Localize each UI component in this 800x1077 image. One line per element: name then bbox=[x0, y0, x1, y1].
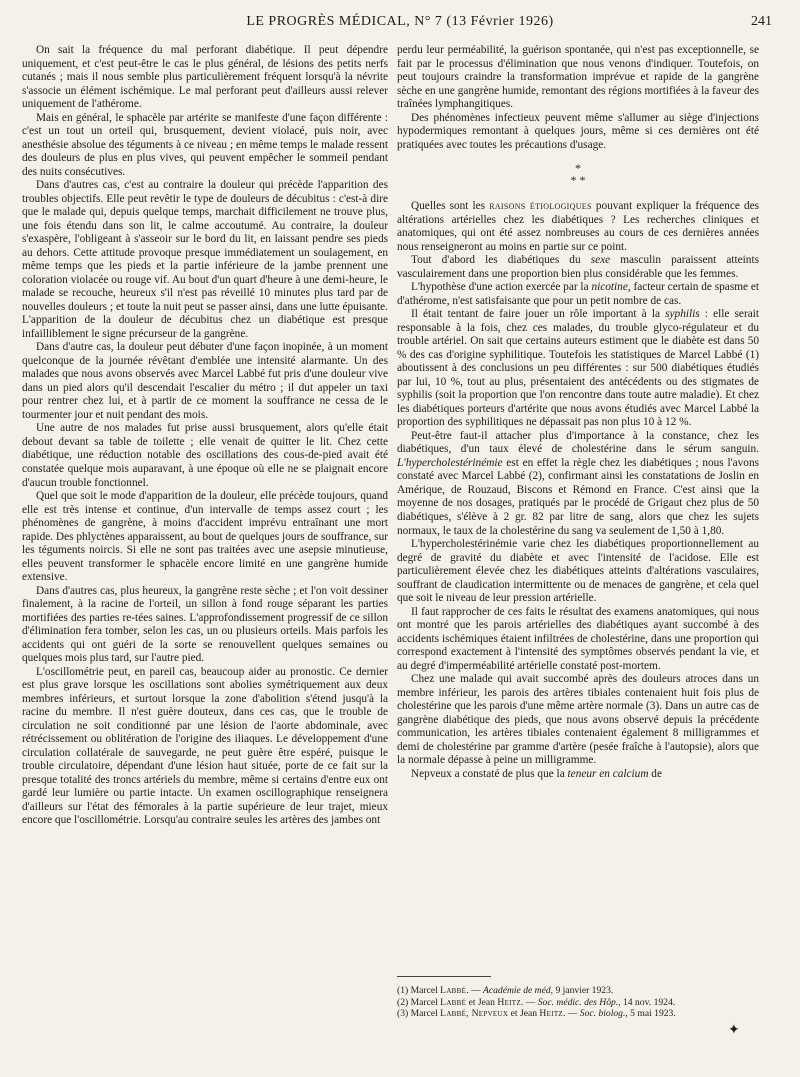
paragraph: Il faut rapprocher de ces faits le résultat des examens anatomiques, qui nous ont montré que les parois artérielles des diabétiques ayant succombé à des accidents ischémiques étaient infiltrées de cholestérine, dans une proportion qui correspond exactement à l'intensité des symptômes observés pendant la vie, et au degré d'imperméabilité artérielle constaté post-mortem. bbox=[397, 605, 759, 672]
asterism-top: * bbox=[575, 161, 581, 176]
paragraph: On sait la fréquence du mal perforant diabétique. Il peut dépendre uniquement, et c'est peut-être le cas le plus général, de lésions des petits nerfs cutanés ; mais il nous semble plus particulièrement fréquent lorsqu'à la névrite s'associe un élément ischémique. Le mal perforant peut d'ailleurs aussi relever uniquement de l'athérome. bbox=[22, 44, 388, 111]
asterism-bottom: * * bbox=[570, 173, 586, 188]
section-separator bbox=[397, 162, 759, 186]
paragraph: L'oscillométrie peut, en pareil cas, beaucoup aider au pronostic. Ce dernier est plus grave lorsque les oscillations sont abolies symétriquement aux deux membres inférieurs, et surtout lorsque la zone d'abolition s'étend jusqu'à la racine du membre. Il n'est guère douteux, dans ces cas, que le trouble de circulation ne soit conditionné par une lésion de l'aorte abdominale, avec rétrécissement ou oblitération de l'origine des iliaques. Le développement d'une circulation collatérale de sauvegarde, ne peut guère être espéré, puisque le trouble circulatoire, dépendant d'une lésion haut située, porte de ce fait sur la presque totalité des troncs artériels du membre, même si certains d'entre eux ont gardé leur lumière ou partie intacte. Un examen oscillographique renseignera d'ailleurs sur l'état des fémorales à la partie supérieure de leur trajet, mieux encore que l'oscillométrie. Lorsqu'au contraire seules les artères des jambes ont bbox=[22, 665, 388, 827]
running-title: LE PROGRÈS MÉDICAL, N° 7 (13 Février 1926) bbox=[246, 14, 554, 29]
paragraph: Une autre de nos malades fut prise aussi brusquement, alors qu'elle était debout devant sa table de toilette ; elle venait de quitter le lit. Chez cette diabétique, une réduction notable des oscillations des cous-de-pied avait été constatée quelque mois auparavant, à une époque où elle ne se plaignait encore d'aucun trouble fonctionnel. bbox=[22, 422, 388, 489]
right-column bbox=[397, 44, 759, 781]
paragraph: Mais en général, le sphacèle par artérite se manifeste d'une façon différente : c'est un tout un orteil qui, brusquement, devient violacé, puis noir, avec anesthésie absolue des téguments à ce niveau ; en même temps le malade ressent des douleurs de plus en plus vives, qui peuvent empêcher le sommeil pendant des nuits consécutives. bbox=[22, 111, 388, 178]
paragraph: Il était tentant de faire jouer un rôle important à la syphilis : elle serait responsable à la fois, chez ces malades, du trouble glyco-régulateur et du trouble artériel. On sait que certains auteurs estiment que le diabète est dans 50 % des cas d'origine syphilitique. Toutefois les statistiques de Marcel Labbé (1) aboutissent à des conclusions un peu différentes : sur 500 diabétiques étudiés par lui, 10 %, tout au plus, présentaient des antécédents ou des stigmates de syphilis (soit la proportion que l'on rencontre dans toute autre maladie). Et chez les diabétiques porteurs d'artérite que nous avons étudiés avec Marcel Labbé la proportion des syphilitiques ne dépassait pas non plus 10 à 12 %. bbox=[397, 308, 759, 429]
paragraph: Dans d'autres cas, plus heureux, la gangrène reste sèche ; et l'on voit dessiner finalement, à la racine de l'orteil, un sillon à fond rouge séparant les parties mortifiées des parties re-tées saines. L'approfondissement progressif de ce sillon d'élimination fera tomber, selon les cas, un ou plusieurs orteils. Mais parfois les accidents qui ont guéri de la sorte se renouvellent quelques semaines ou quelques mois plus tard, sur l'autre pied. bbox=[22, 584, 388, 665]
paragraph: Nepveux a constaté de plus que la teneur en calcium de bbox=[411, 767, 662, 780]
paragraph: Tout d'abord les diabétiques du sexe masculin paraissent atteints vasculairement dans une proportion bien plus considérable que les femmes. bbox=[397, 254, 759, 280]
footnote: (2) Marcel Labbé et Jean Heitz. — Soc. médic. des Hôp., 14 nov. 1924. bbox=[397, 996, 676, 1008]
paragraph: Des phénomènes infectieux peuvent même s'allumer au siège d'injections hypodermiques remontant à quelques jours, même si ces dernières ont été pratiquées avec toutes les précautions d'usage. bbox=[397, 111, 759, 151]
page-number: 241 bbox=[751, 14, 772, 29]
paragraph: Chez une malade qui avait succombé après des douleurs atroces dans un membre inférieur, les parois des artères tibiales contenaient huit fois plus de cholestérine que les parois d'une même artère normale (3). Dans un autre cas de gangrène diabétique des pieds, que nous avons observé depuis la précédente communication, les artères tibiales contenaient également 8 milligrammes et demi de cholestérine par gramme d'artère (pesée fraîche à l'autopsie), alors que la normale dépasse à peine un milligramme. bbox=[397, 673, 759, 767]
paragraph: Quelles sont les raisons étiologiques pouvant expliquer la fréquence des altérations artérielles chez les diabétiques ? Les recherches cliniques et anatomiques, qui ont été assez nombreuses au cours de ces dernières années nous renseigneront au moins en partie sur ce point. bbox=[397, 200, 760, 253]
page-header bbox=[0, 14, 800, 34]
paragraph: Dans d'autres cas, c'est au contraire la douleur qui précède l'apparition des troubles objectifs. Elle peut revêtir le type de douleurs de décubitus : c'est-à dire que le malade qui, depuis quelque temps, marchait difficilement ne trouve plus, une fois étendu dans son lit, le calme accoutumé. Au contraire, la douleur s'exaspère, l'obligeant à s'asseoir sur le bord du lit, en laissant pendre ses pieds au dehors. Cette attitude provoque presque immédiatement un soulagement, en même temps que les pieds et la partie inférieure de la jambe prennent une coloration violacée ou rouge vif. Au bout d'un quart d'heure à une demi-heure, le malade se recouche, heureux s'il n'est pas réveillé 10 minutes plus tard par de nouvelles douleurs ; et toute la nuit peut se passer ainsi, dans une lutte épuisante. L'apparition de la douleur de décubitus chez un diabétique est presque infailliblement le signe précurseur de la gangrène. bbox=[22, 179, 388, 340]
footnote: (1) Marcel Labbé. — Académie de méd, 9 janvier 1923. bbox=[397, 985, 614, 996]
ornament-icon: ✦ bbox=[728, 1023, 740, 1038]
paragraph: L'hypercholestérinémie varie chez les diabétiques proportionnellement au degré de gravité du diabète et avec l'intensité de l'acidose. Elle est particulièrement élevée chez les diabétiques atteints d'altérations vasculaires, souffrant de claudication intermittente ou de menaces de gangrène, et cela quel que soit le niveau de leur pression artérielle. bbox=[397, 538, 759, 605]
paragraph: L'hypothèse d'une action exercée par la nicotine, facteur certain de spasme et d'athérome, n'est satisfaisante que pour un petit nombre de cas. bbox=[397, 281, 760, 307]
paragraph: Dans d'autre cas, la douleur peut débuter d'une façon inopinée, à un moment quelconque de la journée révêtant d'emblée une intensité alarmante. Un des malades que nous avons observés avec Marcel Labbé fut pris d'une douleur vive dans un pied alors qu'il descendait l'escalier du métro ; il dut appeler un taxi pour rentrer chez lui, et à partir de ce moment la souffrance ne cessa de le tourmenter jour et nuit pendant des mois. bbox=[22, 341, 388, 421]
left-column bbox=[22, 44, 388, 828]
footnote: (3) Marcel Labbé, Nepveux et Jean Heitz. — Soc. biolog., 5 mai 1923. bbox=[397, 1008, 676, 1020]
paragraph: Quel que soit le mode d'apparition de la douleur, elle précède toujours, quand elle est très intense et continue, d'un intervalle de temps assez court ; les phénomènes de gangrène, à moins d'accident imprévu entraînant une mort rapide. Des phlyctènes apparaissent, au bout de quelques jours de souffrance, sur les téguments noircis. Si elle ne sont pas traitées avec une asepsie minutieuse, elles peuvent transformer le sphacèle encore limité en une gangrène humide extensive. bbox=[22, 490, 388, 584]
paragraph: perdu leur perméabilité, la guérison spontanée, qui n'est pas exceptionnelle, se fait par le processus d'élimination que nous venons d'indiquer. Toutefois, on peut toujours craindre la transformation imprévue et rapide de la gangrène sèche en une gangrène humide, remontant des régions mortifiées à la faveur des traînées lymphangitiques. bbox=[397, 44, 759, 111]
footnote-rule bbox=[397, 976, 491, 977]
paragraph: Peut-être faut-il attacher plus d'importance à la constance, chez les diabétiques, d'un taux élevé de cholestérine dans le sérum sanguin. L'hypercholestérinémie est en effet la règle chez les diabétiques ; nous l'avons constaté avec Marcel Labbé (2), confirmant ainsi les constatations de Joslin en Amérique, de Rouzaud, Biscons et Rémond en France. C'est ainsi que la moyenne de nos dosages, pratiqués par le procédé de Grigaut chez plus de 50 diabétiques, s'élève à 2 gr. 82 par litre de sang, alors que chez les sujets normaux, le taux de la cholestérine du sang va seulement de 1,50 à 1,80. bbox=[397, 429, 759, 537]
footnotes bbox=[397, 962, 759, 1020]
